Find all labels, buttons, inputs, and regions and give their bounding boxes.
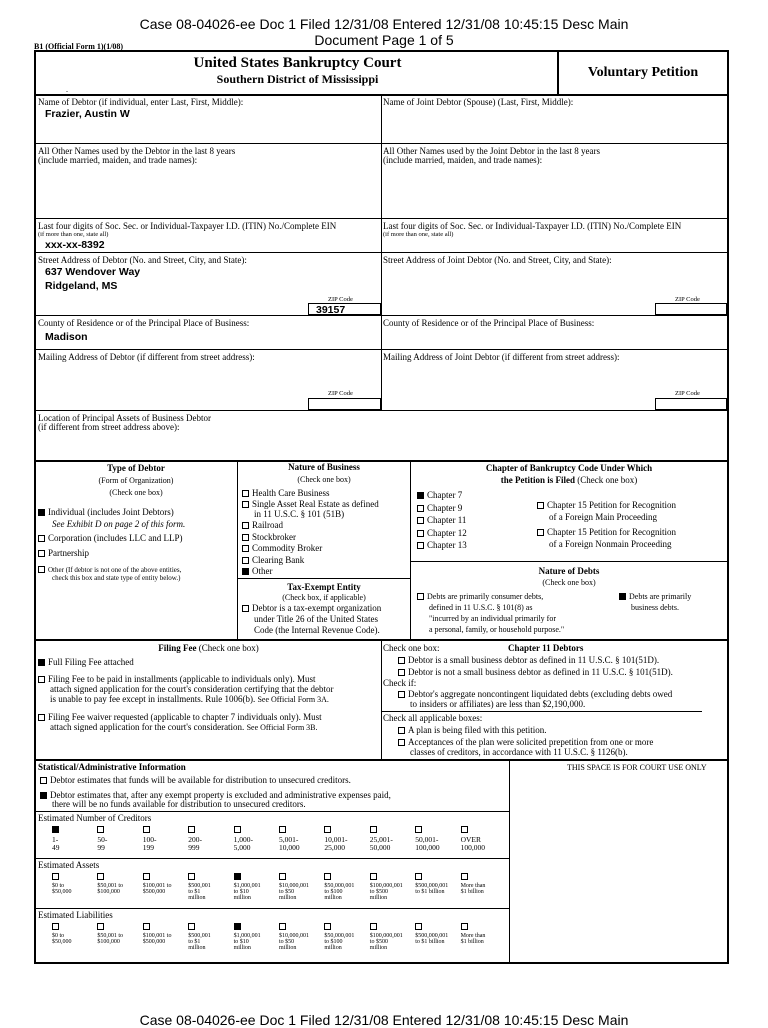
liabilities-label-7-1: to $500 — [369, 939, 388, 945]
nature-commodity[interactable]: Commodity Broker — [242, 543, 322, 553]
assets-checkbox-4[interactable] — [234, 873, 241, 880]
checkbox-icon — [398, 727, 405, 734]
type-debtor-sub1: (Form of Organization) — [98, 476, 174, 485]
chapter-13[interactable]: Chapter 13 — [417, 540, 467, 550]
assets-checkbox-5[interactable] — [279, 873, 286, 880]
assets-checkbox-3[interactable] — [188, 873, 195, 880]
checkbox-icon — [398, 657, 405, 664]
assets-label-0-1: $50,000 — [52, 889, 72, 895]
case-header-line2: Document Page 1 of 5 — [314, 32, 454, 48]
checkbox-icon — [619, 593, 626, 600]
debtor-other-names-label2: (include married, maiden, and trade names): — [38, 155, 198, 165]
ch11-check-one: Check one box: — [383, 643, 440, 653]
liabilities-label-8-1: to $1 billion — [415, 939, 445, 945]
debts-consumer[interactable]: Debts are primarily consumer debts, — [417, 592, 543, 601]
debtor-other-names-label1: All Other Names used by the Debtor in the last 8 years — [38, 146, 236, 156]
assets-label-6-1: to $100 — [324, 889, 343, 895]
debtor-street-label: Street Address of Debtor (No. and Street, City, and State): — [38, 255, 247, 265]
ch11-acceptances[interactable]: Acceptances of the plan were solicited prepetition from one or more — [398, 737, 653, 747]
assets-label-2-0: $100,001 to — [142, 883, 172, 889]
tax-exempt-title: Tax-Exempt Entity — [287, 582, 361, 592]
debtor-street2[interactable]: Ridgeland, MS — [45, 280, 118, 292]
checkbox-icon — [417, 530, 424, 537]
debtor-name[interactable]: Frazier, Austin W — [45, 108, 130, 120]
checkbox-icon — [242, 534, 249, 541]
liabilities-label-1-1: $100,000 — [97, 939, 120, 945]
joint-name-label: Name of Joint Debtor (Spouse) (Last, First, Middle): — [383, 97, 574, 107]
debtor-county-label: County of Residence or of the Principal Place of Business: — [38, 318, 250, 328]
checkbox-icon — [38, 659, 45, 666]
ch11-small-business[interactable]: Debtor is a small business debtor as defined in 11 U.S.C. § 101(51D). — [398, 655, 659, 665]
fee-installments[interactable]: Filing Fee to be paid in installments (applicable to individuals only). Must — [38, 674, 315, 684]
joint-ssn-label: Last four digits of Soc. Sec. or Individual-Taxpayer I.D. (ITIN) No./Complete EIN — [383, 221, 682, 231]
fee-full[interactable]: Full Filing Fee attached — [38, 657, 134, 667]
liabilities-checkbox-5[interactable] — [279, 923, 286, 930]
case-header-line1: Case 08-04026-ee Doc 1 Filed 12/31/08 Entered 12/31/08 10:45:15 Desc Main — [139, 16, 629, 32]
liabilities-label-5-1: to $50 — [279, 939, 295, 945]
liabilities-label-8-0: $500,000,001 — [415, 933, 449, 939]
creditors-checkbox-2[interactable] — [143, 826, 150, 833]
court-district: Southern District of Mississippi — [216, 72, 379, 86]
creditors-label-6-0: 10,001- — [324, 835, 348, 844]
assets-label-2-1: $500,000 — [142, 889, 166, 895]
assets-label-3-1: to $1 — [188, 889, 201, 895]
liabilities-checkbox-6[interactable] — [324, 923, 331, 930]
liabilities-label-0-0: $0 to — [52, 933, 65, 939]
joint-mailing-label: Mailing Address of Joint Debtor (if different from street address): — [383, 352, 620, 362]
liabilities-label-5-2: million — [279, 945, 297, 951]
creditors-label-5-1: 10,000 — [279, 842, 300, 852]
creditors-label-5-0: 5,001- — [279, 835, 299, 844]
nature-railroad[interactable]: Railroad — [242, 520, 283, 530]
nature-sub: (Check one box) — [297, 475, 351, 484]
checkbox-icon — [417, 517, 424, 524]
nature-debts-sub: (Check one box) — [542, 578, 596, 587]
ch11-check-if: Check if: — [383, 678, 417, 688]
tax-exempt-sub: (Check box, if applicable) — [282, 593, 366, 602]
creditors-checkbox-4[interactable] — [234, 826, 241, 833]
type-other-note: check this box and state type of entity below.) — [52, 574, 181, 582]
checkbox-icon — [417, 505, 424, 512]
joint-county-label: County of Residence or of the Principal Place of Business: — [383, 318, 595, 328]
checkbox-icon — [40, 792, 47, 799]
creditors-label-9-0: OVER — [460, 835, 482, 844]
case-footer-line1: Case 08-04026-ee Doc 1 Filed 12/31/08 Entered 12/31/08 10:45:15 Desc Main — [139, 1012, 629, 1028]
assets-checkbox-2[interactable] — [143, 873, 150, 880]
liabilities-checkbox-2[interactable] — [143, 923, 150, 930]
assets-label-6-0: $50,000,001 — [324, 883, 355, 889]
tax-exempt-line3: Code (the Internal Revenue Code). — [254, 625, 380, 635]
checkbox-icon — [242, 557, 249, 564]
nature-single-asset[interactable]: Single Asset Real Estate as defined — [242, 499, 379, 509]
debtor-ssn-sublabel: (if more than one, state all) — [38, 231, 109, 238]
debtor-zip-label: ZIP Code — [328, 296, 353, 303]
checkbox-icon — [38, 566, 45, 573]
liabilities-label-4-1: to $10 — [233, 939, 249, 945]
assets-label: Estimated Assets — [38, 860, 100, 870]
creditors-label-3-0: 200- — [188, 835, 202, 844]
liabilities-label-2-0: $100,001 to — [142, 933, 172, 939]
fee-installments-3: is unable to pay fee except in installments. Rule 1006(b). See Official Form 3A. — [50, 694, 329, 704]
assets-checkbox-6[interactable] — [324, 873, 331, 880]
debts-business-2: business debts. — [631, 603, 679, 612]
creditors-label-0-0: 1- — [52, 835, 59, 844]
liabilities-label-3-0: $500,001 — [188, 933, 211, 939]
assets-label-9-0: More than — [460, 883, 486, 889]
creditors-label-3-1: 999 — [188, 842, 200, 852]
joint-ssn-sublabel: (if more than one, state all) — [383, 231, 454, 238]
checkbox-icon — [417, 542, 424, 549]
creditors-checkbox-6[interactable] — [324, 826, 331, 833]
nature-stockbroker[interactable]: Stockbroker — [242, 532, 296, 542]
liabilities-checkbox-0[interactable] — [52, 923, 59, 930]
liabilities-label-7-2: million — [369, 945, 388, 951]
creditors-label-6-1: 25,000 — [324, 842, 346, 852]
assets-checkbox-8[interactable] — [415, 873, 422, 880]
liabilities-label-6-1: to $100 — [324, 939, 343, 945]
assets-label-4-1: to $10 — [233, 889, 249, 895]
checkbox-icon — [38, 509, 45, 516]
checkbox-icon — [242, 545, 249, 552]
checkbox-icon — [417, 593, 424, 600]
type-individual-note: See Exhibit D on page 2 of this form. — [52, 519, 186, 529]
chapter-9[interactable]: Chapter 9 — [417, 503, 462, 513]
nature-healthcare[interactable]: Health Care Business — [242, 488, 329, 498]
location-label2: (if different from street address above): — [38, 422, 180, 432]
joint-street-label: Street Address of Joint Debtor (No. and Street, City, and State): — [383, 255, 612, 265]
assets-label-8-0: $500,000,001 — [415, 883, 449, 889]
creditors-label-4-0: 1,000- — [233, 835, 253, 844]
checkbox-icon — [537, 502, 544, 509]
checkbox-icon — [242, 501, 249, 508]
checkbox-icon — [242, 605, 249, 612]
debtor-ssn[interactable]: xxx-xx-8392 — [45, 239, 105, 251]
chapter-15-main-2: of a Foreign Main Proceeding — [549, 512, 657, 522]
debts-business[interactable]: Debts are primarily — [619, 592, 691, 601]
petition-title: Voluntary Petition — [587, 65, 699, 80]
checkbox-icon — [40, 777, 47, 784]
court-use-label: THIS SPACE IS FOR COURT USE ONLY — [567, 763, 707, 772]
liabilities-label-9-1: $1 billion — [460, 939, 484, 945]
liabilities-checkbox-3[interactable] — [188, 923, 195, 930]
fee-waiver-2: attach signed application for the court's consideration. See Official Form 3B. — [50, 722, 318, 732]
stat-no-funds[interactable]: Debtor estimates that, after any exempt property is excluded and administrative expenses paid, — [40, 790, 391, 800]
checkbox-icon — [537, 529, 544, 536]
debtor-zip[interactable]: 39157 — [316, 304, 346, 316]
creditors-label-9-1: 100,000 — [460, 842, 485, 852]
chapter-7[interactable]: Chapter 7 — [417, 490, 462, 500]
ch11-check-all: Check all applicable boxes: — [383, 713, 483, 723]
creditors-label-7-1: 50,000 — [369, 842, 391, 852]
assets-label-1-1: $100,000 — [97, 889, 120, 895]
chapter-12[interactable]: Chapter 12 — [417, 528, 467, 538]
creditors-label-1-0: 50- — [97, 835, 108, 844]
assets-label-3-2: million — [188, 895, 206, 901]
liabilities-checkbox-1[interactable] — [97, 923, 104, 930]
joint-zip-label: ZIP Code — [675, 296, 700, 303]
type-individual[interactable]: Individual (includes Joint Debtors) — [38, 507, 174, 517]
tax-exempt-line2: under Title 26 of the United States — [254, 614, 378, 624]
creditors-checkbox-0[interactable] — [52, 826, 59, 833]
debts-consumer-4: a personal, family, or household purpose." — [429, 625, 565, 634]
creditors-checkbox-3[interactable] — [188, 826, 195, 833]
assets-checkbox-9[interactable] — [461, 873, 468, 880]
liabilities-label-5-0: $10,000,001 — [279, 933, 309, 939]
creditors-checkbox-5[interactable] — [279, 826, 286, 833]
ch11-title: Chapter 11 Debtors — [508, 643, 584, 653]
type-debtor-sub2: (Check one box) — [109, 488, 163, 497]
assets-label-7-2: million — [369, 895, 388, 901]
assets-label-4-2: million — [233, 895, 251, 901]
assets-label-5-1: to $50 — [279, 889, 295, 895]
debts-consumer-3: "incurred by an individual primarily for — [429, 614, 557, 623]
assets-label-0-0: $0 to — [52, 883, 65, 889]
ch11-plan-filed[interactable]: A plan is being filed with this petition. — [398, 725, 547, 735]
ch11-not-small-business[interactable]: Debtor is not a small business debtor as defined in 11 U.S.C. § 101(51D). — [398, 667, 673, 677]
filing-fee-title: Filing Fee (Check one box) — [158, 643, 259, 653]
stat-no-funds-2: there will be no funds available for distribution to unsecured creditors. — [52, 799, 306, 809]
assets-label-9-1: $1 billion — [460, 889, 484, 895]
liabilities-label-3-2: million — [188, 945, 206, 951]
assets-label-5-0: $10,000,001 — [279, 883, 309, 889]
debtor-ssn-label: Last four digits of Soc. Sec. or Individual-Taxpayer I.D. (ITIN) No./Complete EIN — [38, 221, 337, 231]
chapter-11[interactable]: Chapter 11 — [417, 515, 466, 525]
liabilities-label-9-0: More than — [460, 933, 486, 939]
assets-label-4-0: $1,000,001 — [233, 883, 261, 889]
fee-waiver[interactable]: Filing Fee waiver requested (applicable to chapter 7 individuals only). Must — [38, 712, 322, 722]
joint-other-names-label1: All Other Names used by the Joint Debtor in the last 8 years — [383, 146, 600, 156]
checkbox-icon — [242, 490, 249, 497]
court-title: United States Bankruptcy Court — [193, 55, 402, 71]
checkbox-icon — [38, 714, 45, 721]
assets-label-7-0: $100,000,001 — [369, 883, 403, 889]
creditors-label-2-0: 100- — [142, 835, 157, 844]
debtor-mailing-zip-label: ZIP Code — [328, 390, 353, 397]
liabilities-label-0-1: $50,000 — [52, 939, 72, 945]
chapter-title1: Chapter of Bankruptcy Code Under Which — [485, 463, 653, 473]
liabilities-label-7-0: $100,000,001 — [369, 933, 403, 939]
liabilities-label-1-0: $50,001 to — [97, 933, 124, 939]
assets-label-7-1: to $500 — [369, 889, 388, 895]
nature-other[interactable]: Other — [242, 566, 273, 576]
stat-title: Statistical/Administrative Information — [38, 762, 186, 772]
creditors-label-8-0: 50,001- — [415, 835, 439, 844]
fee-installments-2: attach signed application for the court's consideration certifying that the debtor — [50, 684, 334, 694]
chapter-15-nonmain-2: of a Foreign Nonmain Proceeding — [549, 539, 672, 549]
liabilities-label-2-1: $500,000 — [142, 939, 166, 945]
checkbox-icon — [38, 550, 45, 557]
location-label1: Location of Principal Assets of Business Debtor — [38, 413, 211, 423]
chapter-title2: the Petition is Filed (Check one box) — [500, 475, 638, 485]
tax-exempt-option[interactable]: Debtor is a tax-exempt organization — [242, 603, 381, 613]
stat-funds-available[interactable]: Debtor estimates that funds will be available for distribution to unsecured creditors. — [40, 775, 351, 785]
checkbox-icon — [398, 739, 405, 746]
nature-single-asset-2: in 11 U.S.C. § 101 (51B) — [254, 509, 345, 519]
creditors-checkbox-1[interactable] — [97, 826, 104, 833]
type-corporation[interactable]: Corporation (includes LLC and LLP) — [38, 533, 182, 543]
liabilities-label-4-2: million — [233, 945, 251, 951]
debtor-name-label: Name of Debtor (if individual, enter Last, First, Middle): — [38, 97, 244, 107]
creditors-checkbox-8[interactable] — [415, 826, 422, 833]
joint-mailing-zip-label: ZIP Code — [675, 390, 700, 397]
creditors-label-4-1: 5,000 — [233, 842, 251, 852]
assets-checkbox-0[interactable] — [52, 873, 59, 880]
debtor-street1[interactable]: 637 Wendover Way — [45, 266, 141, 278]
assets-label-5-2: million — [279, 895, 297, 901]
creditors-checkbox-9[interactable] — [461, 826, 468, 833]
joint-other-names-label2: (include married, maiden, and trade names): — [383, 155, 543, 165]
creditors-label-8-1: 100,000 — [415, 842, 440, 852]
checkbox-icon — [38, 535, 45, 542]
creditors-label: Estimated Number of Creditors — [38, 813, 152, 823]
ch11-aggregate-debts[interactable]: Debtor's aggregate noncontingent liquidated debts (excluding debts owed — [398, 689, 672, 699]
assets-label-6-2: million — [324, 895, 342, 901]
creditors-label-0-1: 49 — [52, 842, 60, 852]
checkbox-icon — [242, 568, 249, 575]
chapter-15-main[interactable]: Chapter 15 Petition for Recognition — [537, 500, 676, 510]
type-other[interactable]: Other (If debtor is not one of the above entities, — [38, 564, 181, 575]
checkbox-icon — [242, 522, 249, 529]
form-id: B1 (Official Form 1)(1/08) — [34, 42, 124, 51]
ch11-acceptances-2: classes of creditors, in accordance with 11 U.S.C. § 1126(b). — [410, 747, 628, 757]
liabilities-label-3-1: to $1 — [188, 939, 201, 945]
liabilities-checkbox-9[interactable] — [461, 923, 468, 930]
liabilities-checkbox-7[interactable] — [370, 923, 377, 930]
ch11-aggregate-debts-2: to insiders or affiliates) are less than $2,190,000. — [410, 699, 586, 709]
checkbox-icon — [398, 691, 405, 698]
liabilities-checkbox-4[interactable] — [234, 923, 241, 930]
creditors-label-2-1: 199 — [142, 842, 155, 852]
assets-checkbox-1[interactable] — [97, 873, 104, 880]
liabilities-label-6-2: million — [324, 945, 342, 951]
checkbox-icon — [38, 676, 45, 683]
type-debtor-title: Type of Debtor — [107, 463, 165, 473]
liabilities-checkbox-8[interactable] — [415, 923, 422, 930]
liabilities-label-6-0: $50,000,001 — [324, 933, 355, 939]
checkbox-icon — [398, 669, 405, 676]
assets-label-8-1: to $1 billion — [415, 889, 445, 895]
assets-label-3-0: $500,001 — [188, 883, 211, 889]
nature-clearing-bank[interactable]: Clearing Bank — [242, 555, 304, 565]
liabilities-label-4-0: $1,000,001 — [233, 933, 261, 939]
debtor-county[interactable]: Madison — [45, 331, 88, 343]
creditors-label-1-1: 99 — [97, 842, 105, 852]
debts-consumer-2: defined in 11 U.S.C. § 101(8) as — [429, 603, 533, 612]
nature-title: Nature of Business — [288, 462, 360, 472]
type-partnership[interactable]: Partnership — [38, 548, 89, 558]
creditors-checkbox-7[interactable] — [370, 826, 377, 833]
creditors-label-7-0: 25,001- — [369, 835, 393, 844]
chapter-15-nonmain[interactable]: Chapter 15 Petition for Recognition — [537, 527, 676, 537]
assets-checkbox-7[interactable] — [370, 873, 377, 880]
liabilities-label: Estimated Liabilities — [38, 910, 113, 920]
debtor-mailing-label: Mailing Address of Debtor (if different from street address): — [38, 352, 255, 362]
assets-label-1-0: $50,001 to — [97, 883, 124, 889]
dot-mark: . — [66, 85, 68, 94]
nature-debts-title: Nature of Debts — [538, 566, 600, 576]
checkbox-icon — [417, 492, 424, 499]
